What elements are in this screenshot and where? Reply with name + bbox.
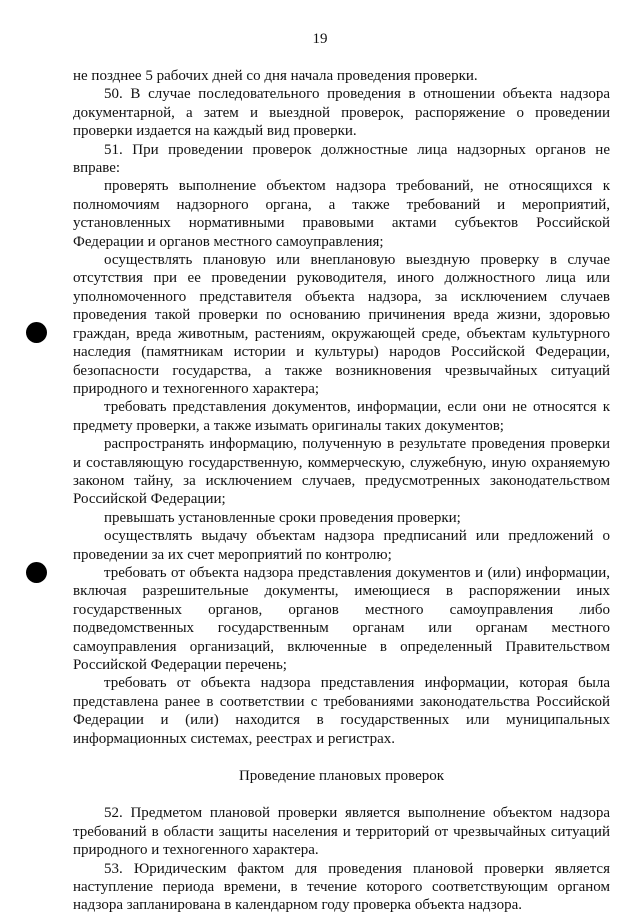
list-item-prohibition: проверять выполнение объектом надзора требований, не относящихся к полномочиям надзорного органа, а также требований и мероприятий, установленных нормативными правовыми актами субъектов Российской Федерации и органов местного самоуправления; xyxy=(73,178,610,250)
paragraph-clause-52: 52. Предметом плановой проверки является выполнение объектом надзора требований в области защиты населения и территорий от чрезвычайных ситуаций природного и техногенного характера. xyxy=(73,805,610,859)
paragraph-clause-53: 53. Юридическим фактом для проведения плановой проверки является наступление периода времени, в течение которого соответствующим органом надзора запланирована в календарном году проверка объекта надзора. xyxy=(73,860,610,914)
list-item-prohibition: осуществлять выдачу объектам надзора предписаний или предложений о проведении за их счет мероприятий по контролю; xyxy=(73,528,610,563)
list-item-prohibition: требовать от объекта надзора представления документов и (или) информации, включая разрешительные документы, имеющиеся в распоряжении иных государственных органов, органов местного самоуправления либо подведомственных государственным органам или органам местного самоуправления организаций, включенные в определенный Правительством Российской Федерации перечень; xyxy=(73,564,610,673)
document-body xyxy=(73,67,610,915)
list-item-prohibition: превышать установленные сроки проведения проверки; xyxy=(104,509,461,526)
page-number: 19 xyxy=(312,31,328,47)
binder-hole-mark xyxy=(26,562,47,583)
list-item-prohibition: требовать от объекта надзора представления информации, которая была представлена ранее в соответствии с требованиями законодательства Российской Федерации и (или) находится в государственных или муниципальных информационных системах, реестрах и регистрах. xyxy=(73,675,610,747)
list-item-prohibition: осуществлять плановую или внеплановую выездную проверку в случае отсутствия при ее проведении руководителя, иного должностного лица или уполномоченного представителя объекта надзора, за исключением случаев проведения такой проверки по основанию причинения вреда жизни, здоровью граждан, вреда животным, растениям, окружающей среде, объектам культурного наследия (памятникам истории и культуры) народов Российской Федерации, безопасности государства, а также возникновения чрезвычайных ситуаций природного и техногенного характера; xyxy=(73,252,610,397)
binder-hole-mark xyxy=(26,322,47,343)
paragraph-clause-50: 50. В случае последовательного проведения в отношении объекта надзора документарной, а затем и выездной проверок, распоряжение о проведении проверки издается на каждый вид проверки. xyxy=(73,86,610,140)
paragraph-clause-51: 51. При проведении проверок должностные лица надзорных органов не вправе: xyxy=(73,141,610,177)
section-heading: Проведение плановых проверок xyxy=(238,768,445,785)
paragraph-continuation: не позднее 5 рабочих дней со дня начала проведения проверки. xyxy=(73,68,478,84)
list-item-prohibition: распространять информацию, полученную в результате проведения проверки и составляющую государственную, коммерческую, служебную, иную охраняемую законом тайну, за исключением случаев, предусмотренных законодательством Российской Федерации; xyxy=(73,436,610,508)
list-item-prohibition: требовать представления документов, информации, если они не относятся к предмету проверки, а также изымать оригиналы таких документов; xyxy=(73,399,610,434)
